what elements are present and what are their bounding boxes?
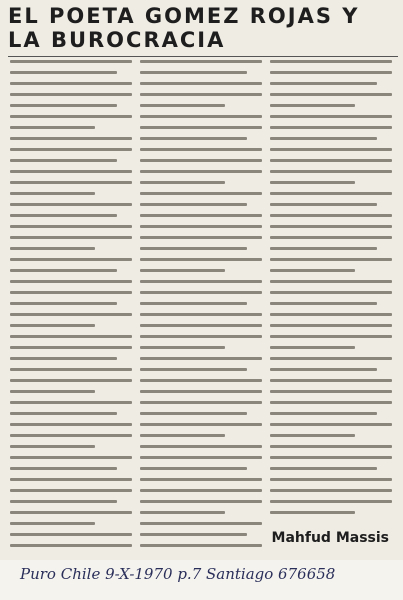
body-column-3 bbox=[270, 60, 392, 520]
body-column-2 bbox=[140, 60, 262, 520]
headline-rule bbox=[8, 56, 398, 57]
article-byline: Mahfud Massis bbox=[271, 530, 389, 546]
body-column-1 bbox=[10, 60, 132, 520]
article-headline: EL POETA GOMEZ ROJAS Y LA BUROCRACIA bbox=[8, 4, 360, 52]
handwritten-annotation: Puro Chile 9-X-1970 p.7 Santiago 676658 bbox=[20, 565, 336, 583]
